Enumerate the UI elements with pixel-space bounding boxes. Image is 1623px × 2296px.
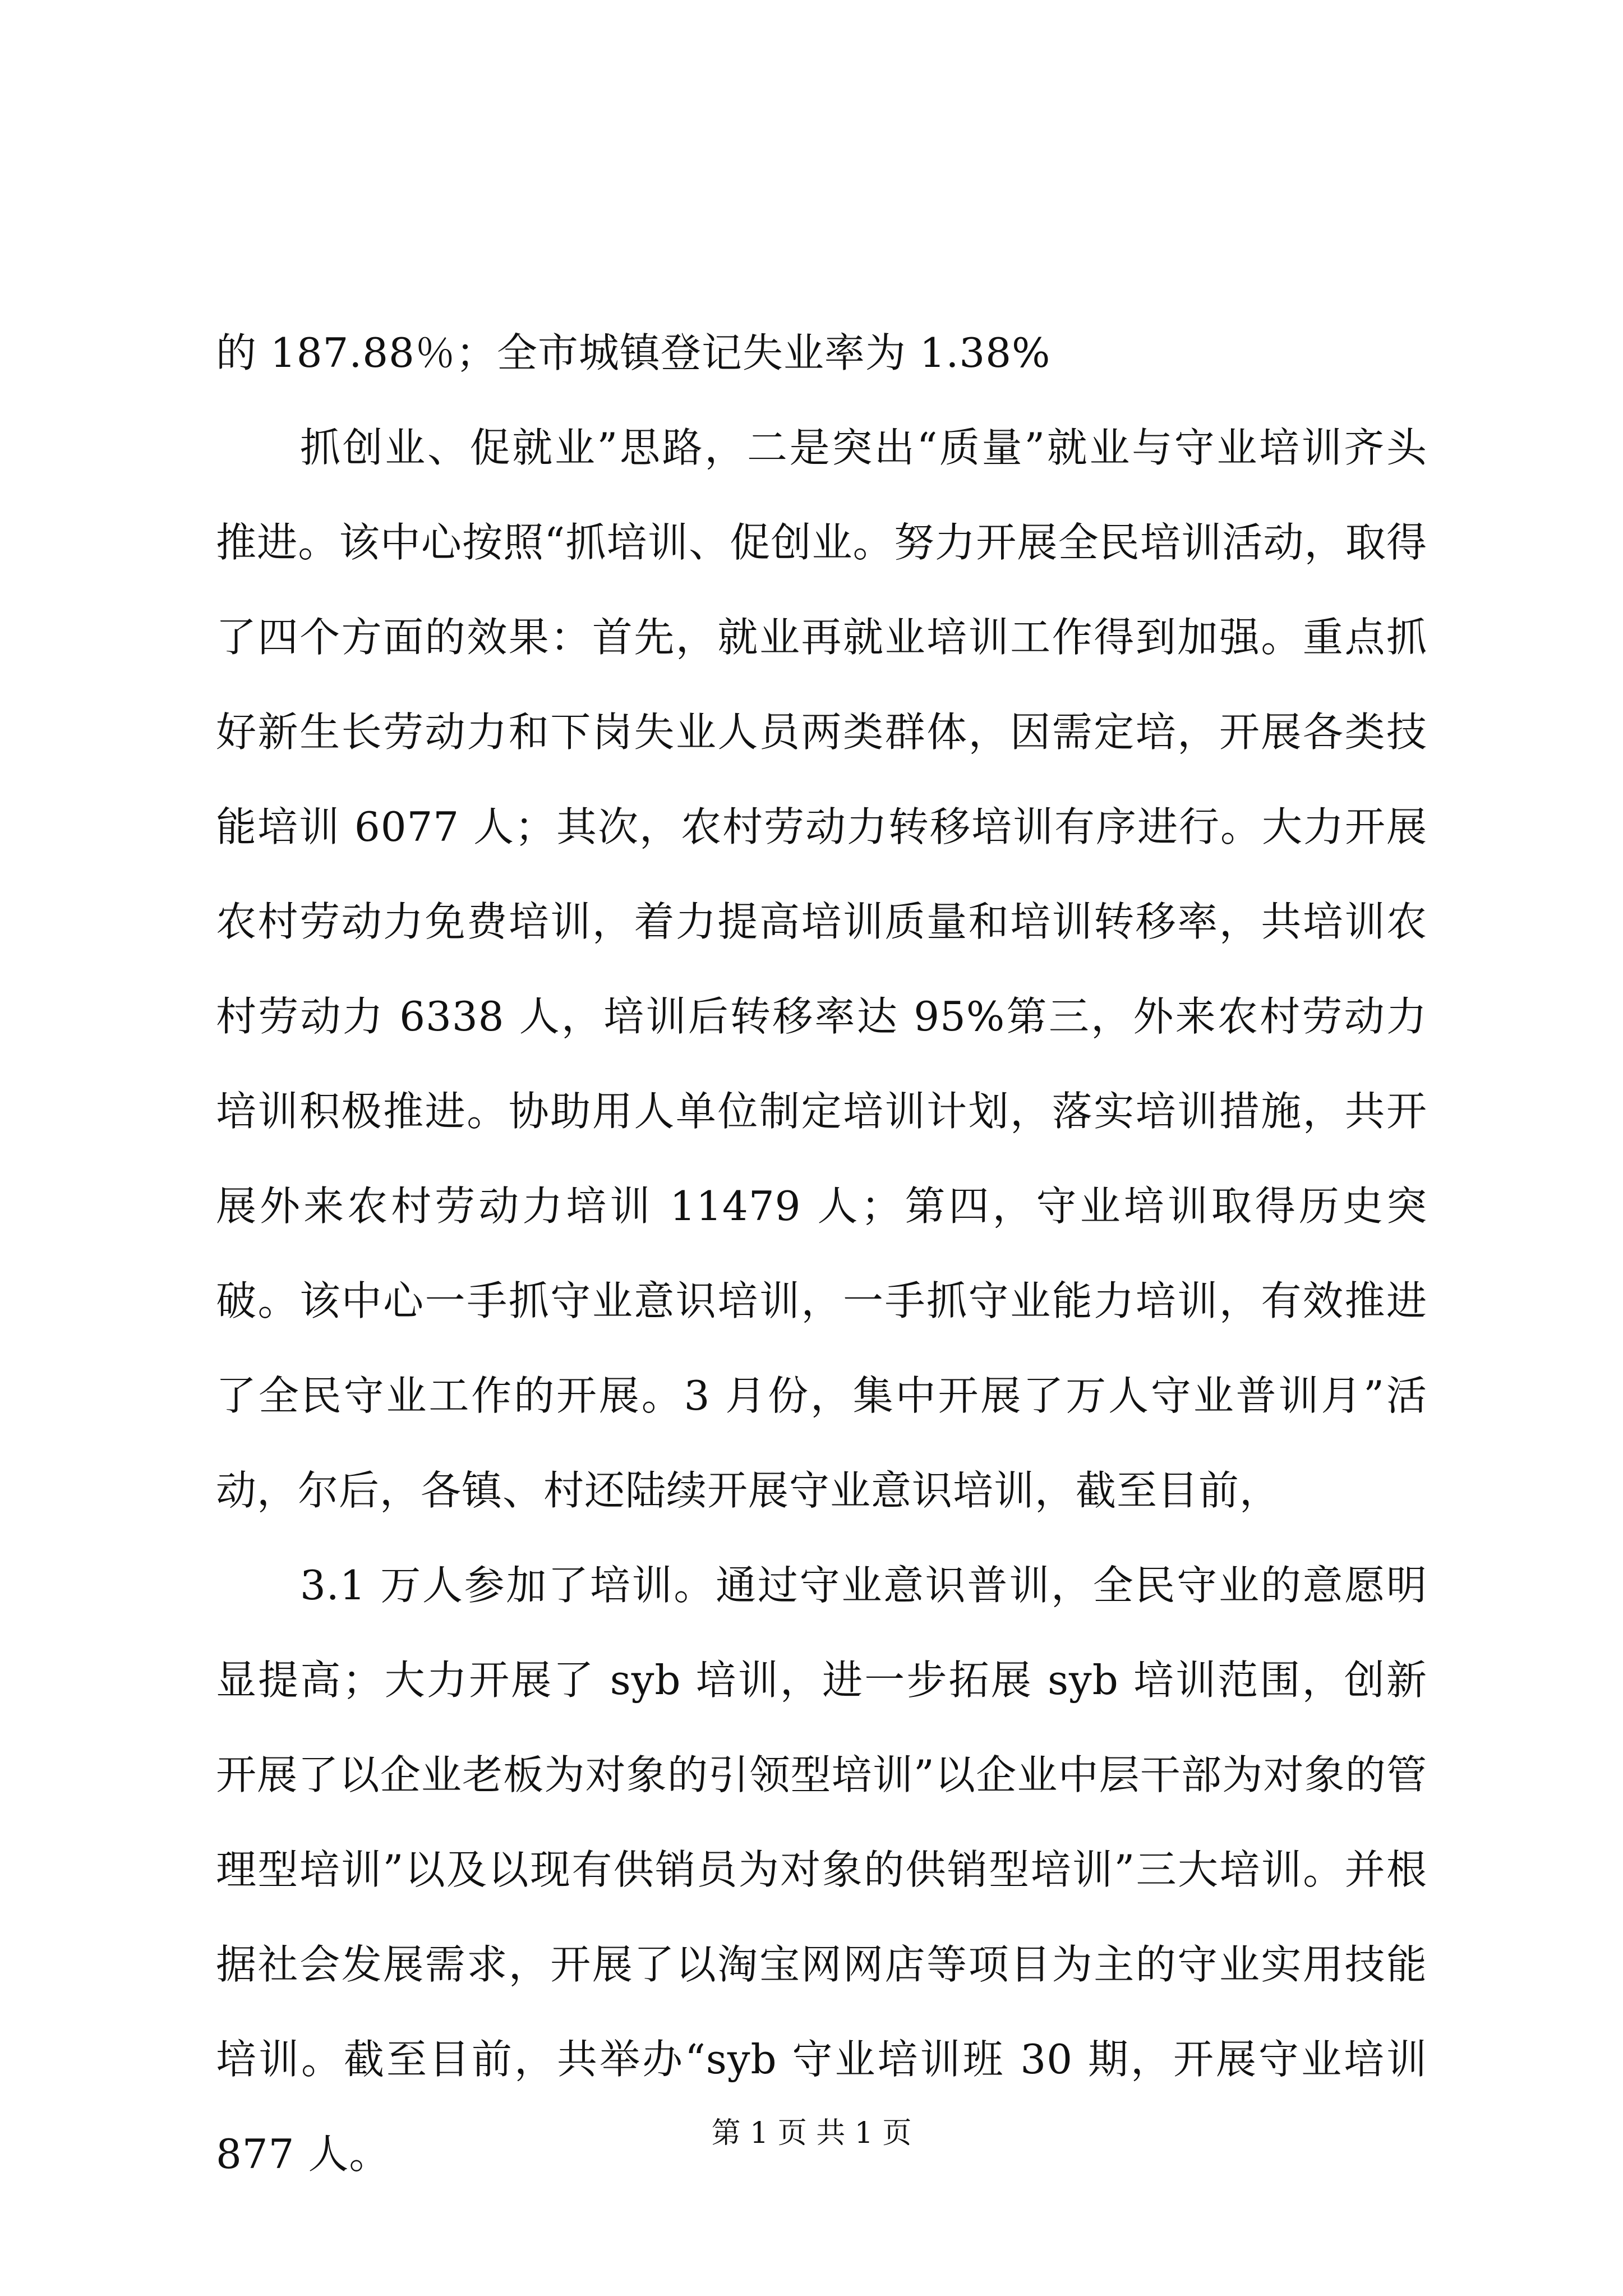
page-footer: 第 1 页 共 1 页 (711, 2116, 912, 2150)
paragraph-3: 3.1 万人参加了培训。通过守业意识普训，全民守业的意愿明显提高；大力开展了 syb 培训，进一步拓展 syb 培训范围，创新开展了以企业老板为对象的引领型培训”以企业中层干部为对象的管理型培训”以及以现有供销员为对象的供销型培训”三大培训。并根据社会发展需求，开展了以淘宝网网店等项目为主的守业实用技能培训。截至目前，共举办“syb 守业培训班 30 期，开展守业培训 877 人。 (216, 1562, 1427, 2178)
paragraph-1: 的 187.88％；全市城镇登记失业率为 1.38% (216, 329, 1051, 376)
paragraph-2: 抓创业、促就业”思路，二是突出“质量”就业与守业培训齐头推进。该中心按照“抓培训、促创业。努力开展全民培训活动，取得了四个方面的效果：首先，就业再就业培训工作得到加强。重点抓好新生长劳动力和下岗失业人员两类群体，因需定培，开展各类技能培训 6077 人；其次，农村劳动力转移培训有序进行。大力开展农村劳动力免费培训，着力提高培训质量和培训转移率，共培训农村劳动力 6338 人，培训后转移率达 95%第三，外来农村劳动力培训积极推进。协助用人单位制定培训计划，落实培训措施，共开展外来农村劳动力培训 11479 人；第四，守业培训取得历史突破。该中心一手抓守业意识培训，一手抓守业能力培训，有效推进了全民守业工作的开展。3 月份，集中开展了万人守业普训月”活动，尔后，各镇、村还陆续开展守业意识培训，截至目前， (216, 424, 1427, 1514)
body-text (216, 306, 1427, 2202)
